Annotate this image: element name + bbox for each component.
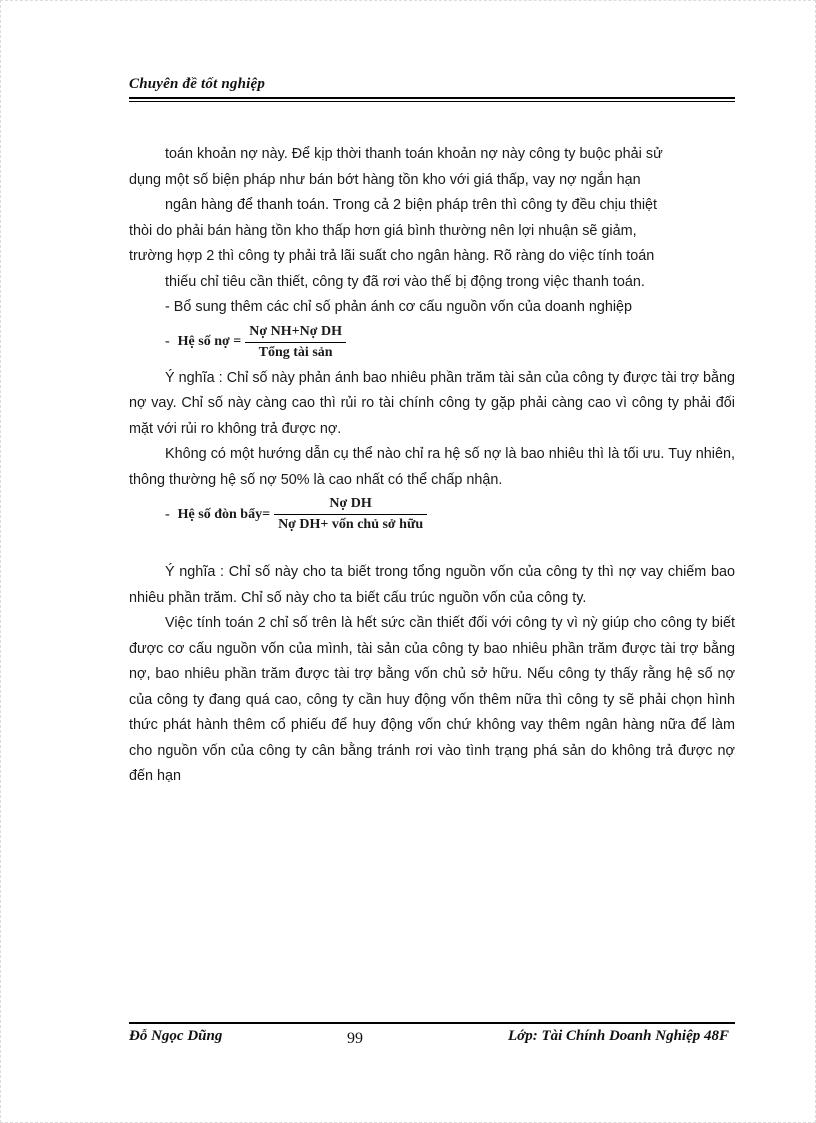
page-footer (129, 1028, 735, 1052)
formula-label: Hệ số đòn bẩy= (177, 506, 271, 522)
bullet-item: - Bổ sung thêm các chỉ số phản ánh cơ cấu nguồn vốn của doanh nghiệp (165, 299, 633, 315)
footer-author: Đỗ Ngọc Dũng (129, 1028, 223, 1044)
body-line: dụng một số biện pháp như bán bớt hàng tồn kho với giá thấp, vay nợ ngắn hạn (129, 171, 641, 188)
footer-rule (129, 1022, 735, 1024)
debt-ratio-formula (165, 323, 735, 362)
formula-numerator: Nợ NH+Nợ DH (249, 323, 342, 339)
body-paragraph: Việc tính toán 2 chỉ số trên là hết sức cần thiết đối với công ty vì nỳ giúp cho công ty biết được cơ cấu nguồn vốn của mình, tài sản của công ty bao nhiêu phần trăm được tài trợ bằng nợ, bao nhiêu phần trăm được tài trợ bằng vốn chủ sở hữu. Nếu công ty thấy rằng hệ số nợ của công ty đang quá cao, công ty cần huy động vốn thêm nữa thì công ty sẽ phải chọn hình thức phát hành thêm cổ phiếu để huy động vốn chứ không vay thêm ngân hàng nữa để làm cho nguồn vốn của công ty cân bằng tránh rơi vào tình trạng phá sản do không trả được nợ đến hạn (129, 615, 735, 784)
header-rule-thick (129, 97, 735, 99)
page-number: 99 (347, 1030, 363, 1047)
leverage-ratio-formula (165, 495, 735, 534)
body-line: toán khoản nợ này. Để kịp thời thanh toán khoản nợ này công ty buộc phải sử (165, 146, 663, 162)
body-line: thiếu chỉ tiêu cần thiết, công ty đã rơi vào thế bị động trong việc thanh toán. (165, 273, 645, 290)
formula-fraction (274, 495, 427, 534)
header-rule-thin (129, 101, 735, 102)
meaning-paragraph: Ý nghĩa : Chỉ số này cho ta biết trong tổng nguồn vốn của công ty thì nợ vay chiếm bao nhiêu phần trăm. Chỉ số này cho ta biết cấu trúc nguồn vốn của công ty. (129, 564, 735, 606)
formula-numerator: Nợ DH (329, 496, 372, 511)
body-line: trường hợp 2 thì công ty phải trả lãi suất cho ngân hàng. Rõ ràng do việc tính toán (129, 248, 655, 264)
spacer (129, 538, 735, 560)
document-body (129, 142, 735, 790)
formula-denominator: Tổng tài sản (258, 344, 333, 360)
formula-dash: - (165, 506, 170, 522)
body-paragraph: Không có một hướng dẫn cụ thể nào chỉ ra hệ số nợ là bao nhiêu thì là tối ưu. Tuy nhiên, thông thường hệ số nợ 50% là cao nhất có thể chấp nhận. (129, 446, 735, 488)
formula-dash: - (165, 334, 170, 350)
body-line: ngân hàng để thanh toán. Trong cả 2 biện pháp trên thì công ty đều chịu thiệt (165, 197, 658, 213)
page-header (129, 76, 734, 93)
body-line: thòi do phải bán hàng tồn kho thấp hơn giá bình thường nên lợi nhuận sẽ giảm, (129, 222, 637, 239)
formula-fraction (245, 323, 346, 362)
header-title: Chuyên đề tốt nghiệp (129, 76, 266, 92)
meaning-paragraph: Ý nghĩa : Chỉ số này phản ánh bao nhiêu phần trăm tài sản của công ty được tài trợ bằng nợ vay. Chỉ số này càng cao thì rủi ro tài chính công ty gặp phải càng cao vì công ty phải đối mặt với rủi ro không trả được nợ. (129, 369, 735, 437)
formula-denominator: Nợ DH+ vốn chủ sở hữu (278, 517, 424, 532)
formula-label: Hệ số nợ = (177, 334, 242, 350)
footer-class: Lớp: Tài Chính Doanh Nghiệp 48F (507, 1028, 729, 1044)
